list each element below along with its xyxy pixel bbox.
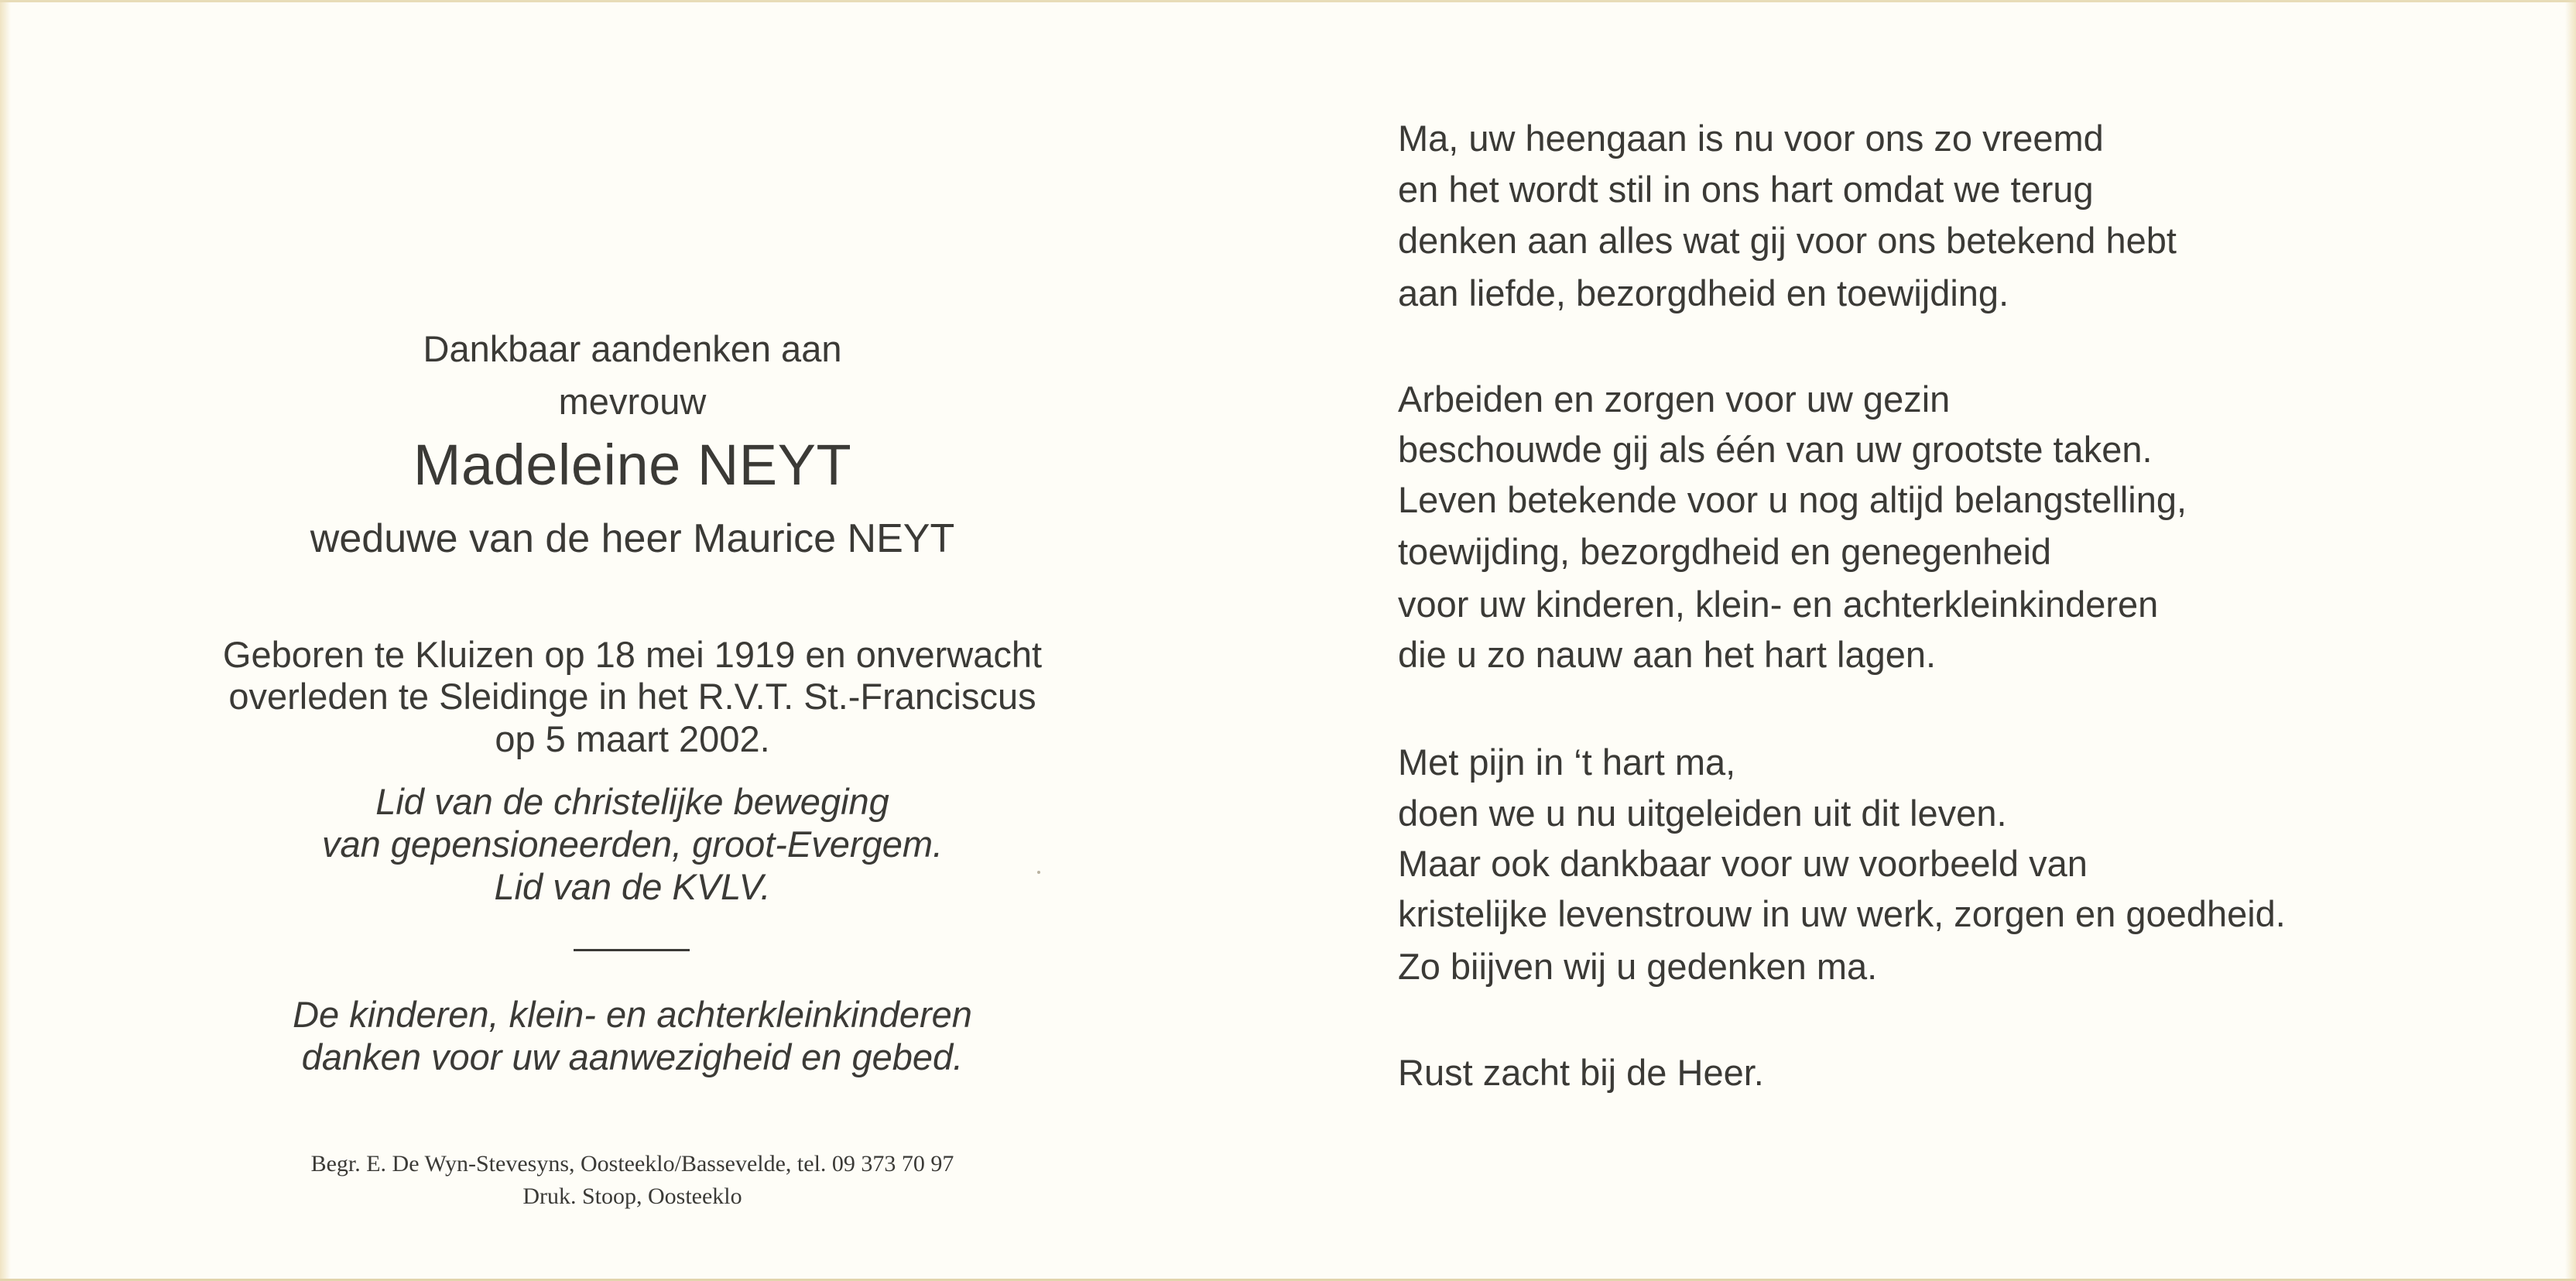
- deceased-name: Madeleine NEYT: [413, 433, 852, 497]
- poem-stanza3-line-2: doen we u nu uitgeleiden uit dit leven.: [1398, 793, 2007, 834]
- poem-closing-line: Rust zacht bij de Heer.: [1398, 1052, 1764, 1093]
- bio-line-1: Geboren te Kluizen op 18 mei 1919 en onverwacht: [222, 634, 1043, 675]
- poem-stanza3-line-3: Maar ook dankbaar voor uw voorbeeld van: [1398, 843, 2088, 884]
- paper-speck: [1037, 871, 1040, 874]
- card-edge-left: [0, 2, 11, 1279]
- thanks-line-2: danken voor uw aanwezigheid en gebed.: [301, 1036, 964, 1077]
- printer-line-2: Druk. Stoop, Oosteeklo: [522, 1183, 742, 1209]
- intro-line-2: mevrouw: [558, 381, 707, 422]
- printer-line-1: Begr. E. De Wyn-Stevesyns, Oosteeklo/Bassevelde, tel. 09 373 70 97: [310, 1151, 954, 1177]
- poem-stanza2-line-2: beschouwde gij als één van uw grootste taken.: [1398, 429, 2153, 470]
- poem-stanza2-line-6: die u zo nauw aan het hart lagen.: [1398, 634, 1937, 675]
- right-panel: [1398, 2, 2482, 1281]
- poem-stanza1-line-4: aan liefde, bezorgdheid en toewijding.: [1398, 272, 2009, 313]
- bio-line-2: overleden te Sleidinge in het R.V.T. St.-Franciscus: [228, 676, 1036, 717]
- widow-line: weduwe van de heer Maurice NEYT: [310, 516, 955, 561]
- membership-line-1: Lid van de christelijke beweging: [375, 781, 889, 822]
- poem-stanza2-line-1: Arbeiden en zorgen voor uw gezin: [1398, 378, 1951, 420]
- poem-stanza2-line-5: voor uw kinderen, klein- en achterkleinkinderen: [1398, 584, 2159, 625]
- membership-line-2: van gepensioneerden, groot-Evergem.: [321, 824, 944, 865]
- divider-rule: [574, 949, 690, 951]
- poem-stanza1-line-3: denken aan alles wat gij voor ons betekend hebt: [1398, 220, 2177, 261]
- card-edge-right: [2565, 2, 2576, 1279]
- poem-stanza1-line-1: Ma, uw heengaan is nu voor ons zo vreemd: [1398, 118, 2104, 159]
- poem-stanza3-line-4: kristelijke levenstrouw in uw werk, zorgen en goedheid.: [1398, 893, 2286, 934]
- poem-stanza2-line-4: toewijding, bezorgdheid en genegenheid: [1398, 531, 2052, 572]
- intro-line-1: Dankbaar aandenken aan: [423, 328, 842, 369]
- poem-stanza1-line-2: en het wordt stil in ons hart omdat we terug: [1398, 169, 2094, 210]
- poem-stanza2-line-3: Leven betekende voor u nog altijd belangstelling,: [1398, 479, 2187, 520]
- membership-line-3: Lid van de KVLV.: [494, 866, 771, 907]
- thanks-line-1: De kinderen, klein- en achterkleinkinderen: [293, 994, 972, 1035]
- left-panel: [101, 2, 1164, 1281]
- bio-line-3: op 5 maart 2002.: [495, 718, 770, 759]
- poem-stanza3-line-5: Zo biijven wij u gedenken ma.: [1398, 946, 1878, 987]
- poem-stanza3-line-1: Met pijn in ‘t hart ma,: [1398, 742, 1736, 783]
